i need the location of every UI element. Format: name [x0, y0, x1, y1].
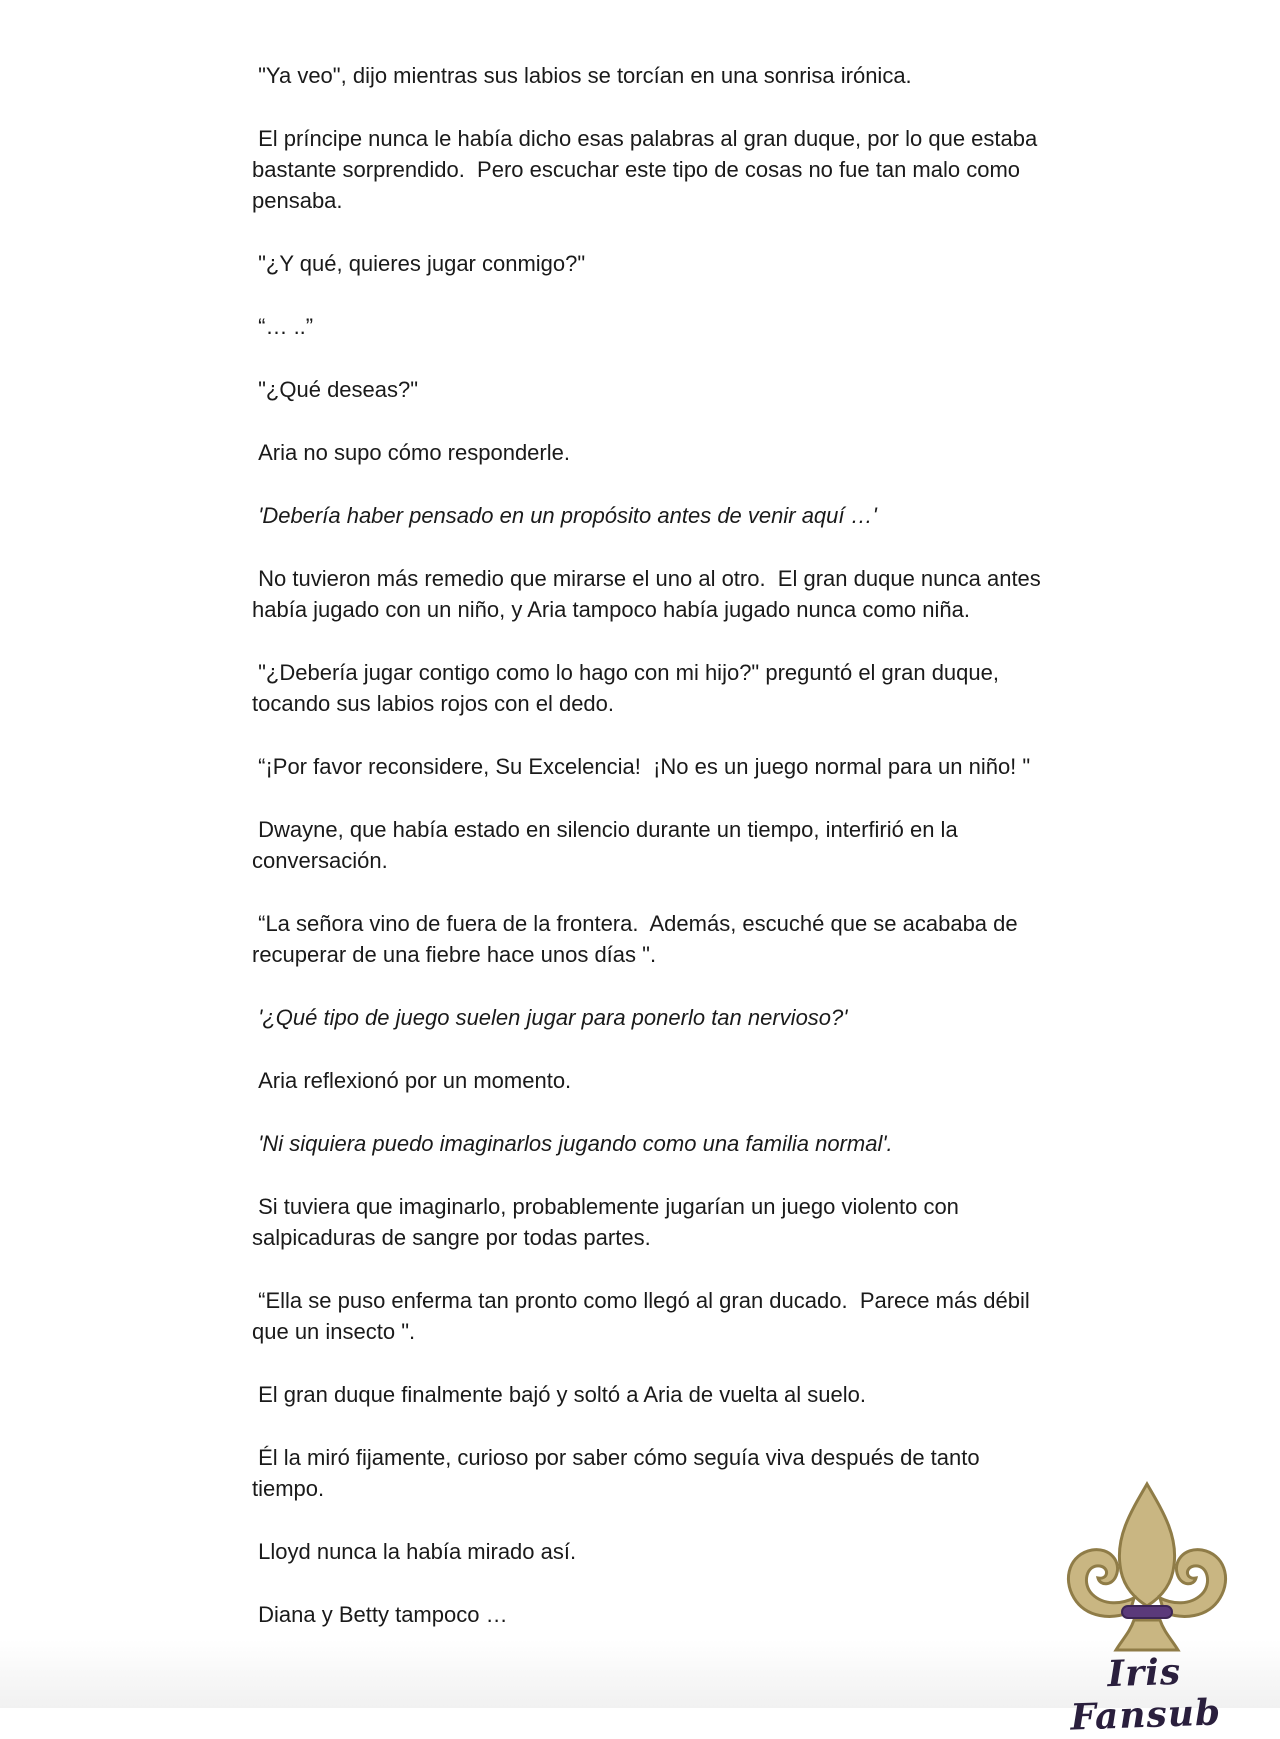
story-paragraph: Dwayne, que había estado en silencio durante un tiempo, interfirió en la conversación.	[252, 817, 964, 873]
fleur-de-lis-icon	[1060, 1480, 1235, 1658]
watermark-text: Iris Fansub	[1069, 1650, 1222, 1739]
story-paragraph: El príncipe nunca le había dicho esas palabras al gran duque, por lo que estaba bastante sorprendido. Pero escuchar este tipo de cosas no fue tan malo como pensaba.	[252, 126, 1044, 213]
story-paragraph: No tuvieron más remedio que mirarse el uno al otro. El gran duque nunca antes había jugado con un niño, y Aria tampoco había jugado nunca como niña.	[252, 566, 1047, 622]
story-paragraph: "¿Qué deseas?"	[252, 377, 419, 402]
story-paragraph: Diana y Betty tampoco …	[252, 1602, 508, 1627]
story-paragraph: “Ella se puso enferma tan pronto como llegó al gran ducado. Parece más débil que un insecto ".	[252, 1288, 1036, 1344]
story-paragraph: Él la miró fijamente, curioso por saber cómo seguía viva después de tanto tiempo.	[252, 1445, 986, 1501]
watermark-logo	[1045, 1480, 1245, 1739]
story-paragraph: "¿Debería jugar contigo como lo hago con mi hijo?" preguntó el gran duque, tocando sus labios rojos con el dedo.	[252, 660, 1006, 716]
story-paragraph: Aria no supo cómo responderle.	[252, 440, 570, 465]
thought-paragraph: '¿Qué tipo de juego suelen jugar para ponerlo tan nervioso?'	[252, 1005, 848, 1030]
story-paragraph: “¡Por favor reconsidere, Su Excelencia! ¡No es un juego normal para un niño! "	[252, 754, 1031, 779]
story-paragraph: Lloyd nunca la había mirado así.	[252, 1539, 577, 1564]
story-paragraph: “… ..”	[252, 314, 314, 339]
story-paragraph: Aria reflexionó por un momento.	[252, 1068, 572, 1093]
document-body	[252, 60, 1047, 1662]
story-paragraph: "Ya veo", dijo mientras sus labios se torcían en una sonrisa irónica.	[252, 63, 912, 88]
story-paragraph: “La señora vino de fuera de la frontera. Además, escuché que se acababa de recuperar de una fiebre hace unos días ".	[252, 911, 1024, 967]
story-paragraph: "¿Y qué, quieres jugar conmigo?"	[252, 251, 586, 276]
thought-paragraph: 'Debería haber pensado en un propósito antes de venir aquí …'	[252, 503, 877, 528]
story-paragraph: Si tuviera que imaginarlo, probablemente jugarían un juego violento con salpicaduras de sangre por todas partes.	[252, 1194, 966, 1250]
thought-paragraph: 'Ni siquiera puedo imaginarlos jugando como una familia normal'.	[252, 1131, 893, 1156]
story-paragraph: El gran duque finalmente bajó y soltó a Aria de vuelta al suelo.	[252, 1382, 866, 1407]
